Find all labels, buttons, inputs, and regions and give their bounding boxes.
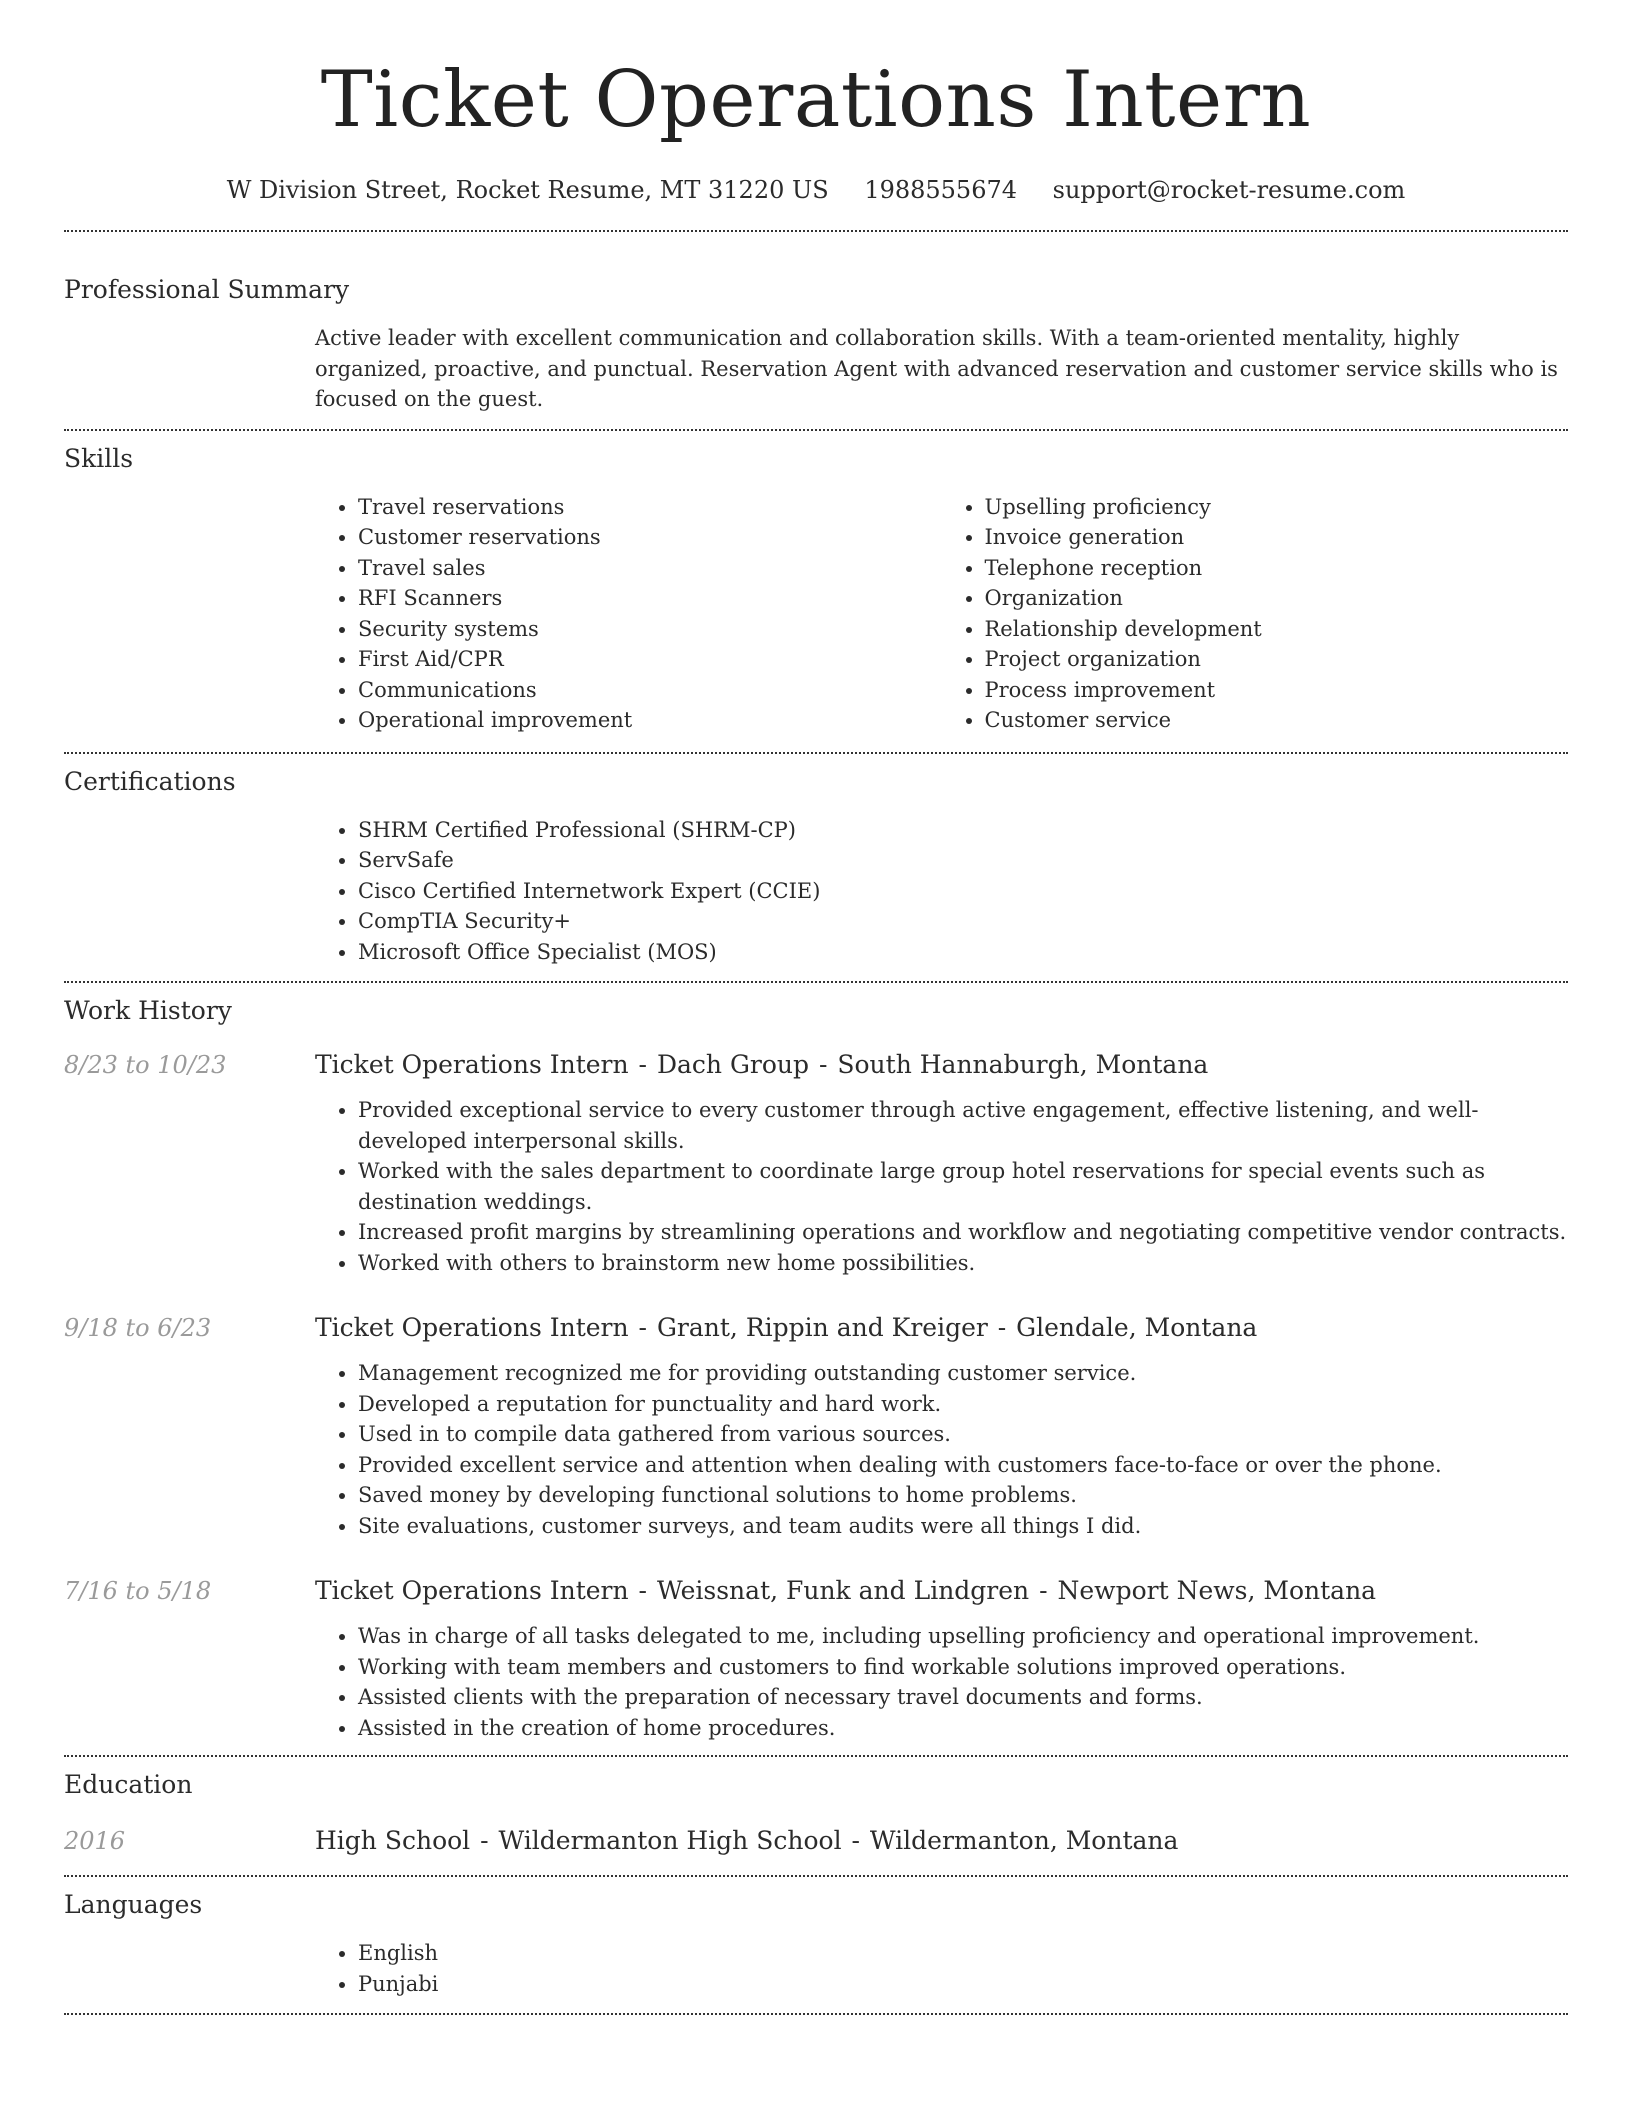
skills-list — [315, 492, 1568, 736]
education-heading: High School - Wildermanton High School - Wildermanton, Montana — [315, 1826, 1179, 1855]
job-heading: Ticket Operations Intern - Grant, Rippin and Kreiger - Glendale, Montana — [315, 1313, 1258, 1342]
skill-item: • Telephone reception — [985, 553, 1569, 584]
skill-item: • Customer reservations — [358, 522, 942, 553]
certifications-section — [64, 754, 1568, 968]
job-dates: 9/18 to 6/23 — [64, 1314, 212, 1342]
job-bullet: • Worked with the sales department to coordinate large group hotel reservations for special events such as destination weddings. — [358, 1156, 1568, 1217]
job-bullet: • Site evaluations, customer surveys, and team audits were all things I did. — [358, 1511, 1568, 1542]
skills-column-right — [942, 492, 1569, 736]
skill-item: • Communications — [358, 675, 942, 706]
job-bullet: • Saved money by developing functional solutions to home problems. — [358, 1480, 1568, 1511]
summary-text: Active leader with excellent communication and collaboration skills. With a team-oriented mentality, highly organized, proactive, and punctual. Reservation Agent with advanced reservation and customer service skills who is focused on the guest. — [315, 326, 1558, 411]
job-bullet: • Provided excellent service and attention when dealing with customers face-to-face or over the phone. — [358, 1450, 1568, 1481]
skill-item: • Upselling proficiency — [985, 492, 1569, 523]
skill-item: • First Aid/CPR — [358, 644, 942, 675]
job-bullets — [315, 1358, 1568, 1541]
education-school: Wildermanton High School — [498, 1826, 842, 1855]
job-bullets — [315, 1621, 1568, 1743]
certification-item: • Microsoft Office Specialist (MOS) — [358, 937, 1568, 968]
address: W Division Street, Rocket Resume, MT 31220 US — [226, 176, 829, 204]
resume-name: Ticket Operations Intern — [320, 55, 1312, 145]
skill-item: • Organization — [985, 583, 1569, 614]
languages-title: Languages — [64, 1890, 203, 1919]
job-title: Ticket Operations Intern — [315, 1050, 629, 1079]
job-bullet: • Provided exceptional service to every customer through active engagement, effective listening, and well-developed interpersonal skills. — [358, 1095, 1568, 1156]
certifications-list — [315, 815, 1568, 968]
job-title: Ticket Operations Intern — [315, 1313, 629, 1342]
skill-item: • Project organization — [985, 644, 1569, 675]
job-bullet: • Management recognized me for providing outstanding customer service. — [358, 1358, 1568, 1389]
skills-title: Skills — [64, 443, 134, 473]
job-bullet: • Worked with others to brainstorm new home possibilities. — [358, 1248, 1568, 1279]
work-history-title: Work History — [64, 996, 232, 1025]
education-location: Wildermanton, Montana — [869, 1826, 1179, 1855]
skill-item: • Relationship development — [985, 614, 1569, 645]
skill-item: • Invoice generation — [985, 522, 1569, 553]
job-bullet: • Developed a reputation for punctuality and hard work. — [358, 1389, 1568, 1420]
summary-title: Professional Summary — [64, 275, 350, 304]
divider — [64, 2013, 1568, 2015]
resume-page — [64, 0, 1568, 2015]
certification-item: • SHRM Certified Professional (SHRM-CP) — [358, 815, 1568, 846]
languages-section — [64, 1877, 1568, 1999]
phone: 1988555674 — [864, 176, 1018, 204]
certification-item: • ServSafe — [358, 845, 1568, 876]
certification-item: • CompTIA Security+ — [358, 906, 1568, 937]
email: support@rocket-resume.com — [1052, 176, 1406, 204]
job-heading: Ticket Operations Intern - Weissnat, Funk and Lindgren - Newport News, Montana — [315, 1576, 1377, 1605]
skill-item: • RFI Scanners — [358, 583, 942, 614]
job-company: Dach Group — [656, 1050, 810, 1079]
skill-item: • Travel sales — [358, 553, 942, 584]
job-heading: Ticket Operations Intern - Dach Group - South Hannaburgh, Montana — [315, 1050, 1209, 1079]
job-bullet: • Increased profit margins by streamlining operations and workflow and negotiating competitive vendor contracts. — [358, 1217, 1568, 1248]
job-entry — [64, 1049, 1568, 1278]
languages-list — [315, 1938, 1568, 1999]
job-bullet: • Used in to compile data gathered from various sources. — [358, 1419, 1568, 1450]
skill-item: • Operational improvement — [358, 705, 942, 736]
skill-item: • Customer service — [985, 705, 1569, 736]
job-bullets — [315, 1095, 1568, 1278]
job-company: Grant, Rippin and Kreiger — [656, 1313, 988, 1342]
job-company: Weissnat, Funk and Lindgren — [656, 1576, 1030, 1605]
job-location: South Hannaburgh, Montana — [837, 1050, 1209, 1079]
education-section — [64, 1757, 1568, 1857]
job-dates: 8/23 to 10/23 — [64, 1051, 227, 1079]
work-history-section — [64, 983, 1568, 1743]
job-bullet: • Working with team members and customers to find workable solutions improved operations. — [358, 1652, 1568, 1683]
certification-item: • Cisco Certified Internetwork Expert (CCIE) — [358, 876, 1568, 907]
job-title: Ticket Operations Intern — [315, 1576, 629, 1605]
skill-item: • Security systems — [358, 614, 942, 645]
skills-section — [64, 431, 1568, 736]
job-entry — [64, 1312, 1568, 1541]
job-dates: 7/16 to 5/18 — [64, 1577, 212, 1605]
job-bullet: • Assisted clients with the preparation of necessary travel documents and forms. — [358, 1682, 1568, 1713]
job-entry — [64, 1575, 1568, 1743]
education-title: Education — [64, 1770, 193, 1799]
education-entry — [64, 1825, 1568, 1857]
skill-item: • Process improvement — [985, 675, 1569, 706]
job-bullet: • Assisted in the creation of home procedures. — [358, 1713, 1568, 1744]
language-item: • Punjabi — [358, 1969, 1568, 2000]
certifications-title: Certifications — [64, 766, 236, 796]
contact-line — [64, 174, 1568, 206]
skills-column-left — [315, 492, 942, 736]
job-location: Glendale, Montana — [1016, 1313, 1258, 1342]
language-item: • English — [358, 1938, 1568, 1969]
education-degree: High School — [315, 1826, 471, 1855]
summary-section — [64, 232, 1568, 415]
education-year: 2016 — [64, 1827, 126, 1855]
skill-item: • Travel reservations — [358, 492, 942, 523]
job-location: Newport News, Montana — [1057, 1576, 1377, 1605]
job-bullet: • Was in charge of all tasks delegated to me, including upselling proficiency and operational improvement. — [358, 1621, 1568, 1652]
